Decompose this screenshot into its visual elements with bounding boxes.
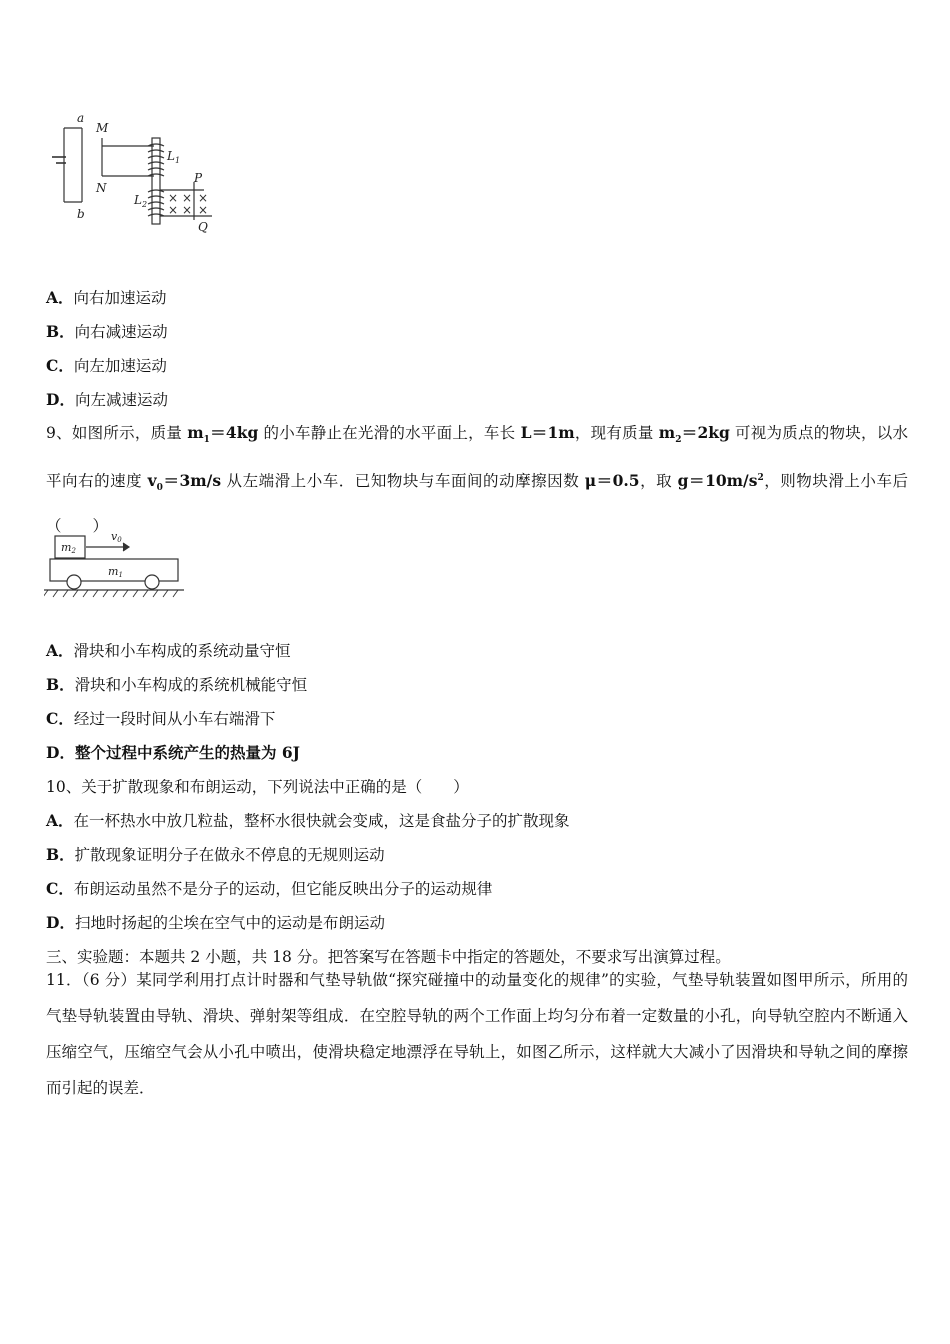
wheel-left bbox=[67, 575, 81, 589]
coil-core bbox=[152, 138, 160, 224]
q10-stem: 10、关于扩散现象和布朗运动，下列说法中正确的是（ ） bbox=[46, 778, 469, 796]
q8-option-c: C．向左加速运动 bbox=[46, 356, 167, 375]
svg-text:×: × bbox=[198, 203, 209, 217]
q11-stem: 11．（6 分）某同学利用打点计时器和气垫导轨做“探究碰撞中的动量变化的规律”的实验，气垫导轨装置如图甲所示，所用的气垫导轨装置由导轨、滑块、弹射架等组成．在空腔导轨的两个工作面上均匀分布着一定数量的小孔，向导轨空腔内不断通入压缩空气，压缩空气会从小孔中喷出，使滑块稳定地漂浮在导轨上，如图乙所示，这样就大大减小了因滑块和导轨之间的摩擦而引起的误差． bbox=[46, 971, 908, 1097]
q9-option-d: D．整个过程中系统产生的热量为 6J bbox=[46, 743, 300, 762]
label-p: P bbox=[194, 171, 203, 185]
wheel-right bbox=[145, 575, 159, 589]
svg-text:×: × bbox=[168, 191, 179, 205]
label-l1: $L_1$ bbox=[167, 149, 181, 165]
q9-stem: 9、如图所示，质量 $m_1=4kg$ 的小车静止在光滑的水平面上，车长 L＝1m，现有质量 $m_2=2kg$ 可视为质点的物块，以水平向右的速度 $v_0=3m/s$ 从左端滑上小车．已知物块与车面间的动摩擦因数 μ＝0.5，取 $g=10m/s^2$，则物块滑上小车后（ ） bbox=[46, 423, 908, 536]
svg-text:×: × bbox=[168, 203, 179, 217]
label-m2: m2 bbox=[61, 541, 76, 555]
magnetic-field-crosses bbox=[168, 191, 208, 217]
label-l2: $L_2$ bbox=[134, 193, 148, 209]
q8-option-b: B．向右减速运动 bbox=[46, 322, 168, 341]
section-3-heading: 三、实验题：本题共 2 小题，共 18 分。把答案写在答题卡中指定的答题处，不要求写出演算过程。 bbox=[46, 948, 731, 966]
svg-text:×: × bbox=[198, 191, 209, 205]
label-v0: v0 bbox=[111, 530, 122, 544]
circuit-coil-figure bbox=[44, 110, 224, 235]
q9-option-b: B．滑块和小车构成的系统机械能守恒 bbox=[46, 675, 308, 694]
q10-option-b: B．扩散现象证明分子在做永不停息的无规则运动 bbox=[46, 845, 385, 864]
label-q: Q bbox=[198, 220, 208, 234]
ground-hatch bbox=[44, 590, 178, 597]
q8-option-d: D．向左减速运动 bbox=[46, 390, 168, 409]
label-b: b bbox=[77, 207, 85, 221]
coil-l2 bbox=[148, 190, 164, 216]
label-m: M bbox=[96, 121, 109, 135]
svg-text:×: × bbox=[182, 191, 193, 205]
label-m1: m1 bbox=[108, 565, 123, 579]
q10-option-c: C．布朗运动虽然不是分子的运动，但它能反映出分子的运动规律 bbox=[46, 879, 493, 898]
q10-option-a: A．在一杯热水中放几粒盐，整杯水很快就会变咸，这是食盐分子的扩散现象 bbox=[46, 811, 570, 830]
q10-option-d: D．扫地时扬起的尘埃在空气中的运动是布朗运动 bbox=[46, 913, 385, 932]
q8-option-a: A．向右加速运动 bbox=[46, 288, 167, 307]
coil-l1 bbox=[148, 144, 164, 176]
cart-block-figure bbox=[44, 528, 189, 602]
label-a: a bbox=[77, 111, 85, 125]
q9-option-c: C．经过一段时间从小车右端滑下 bbox=[46, 709, 276, 728]
label-n: N bbox=[96, 181, 107, 195]
q9-option-a: A．滑块和小车构成的系统动量守恒 bbox=[46, 641, 291, 660]
svg-text:×: × bbox=[182, 203, 193, 217]
